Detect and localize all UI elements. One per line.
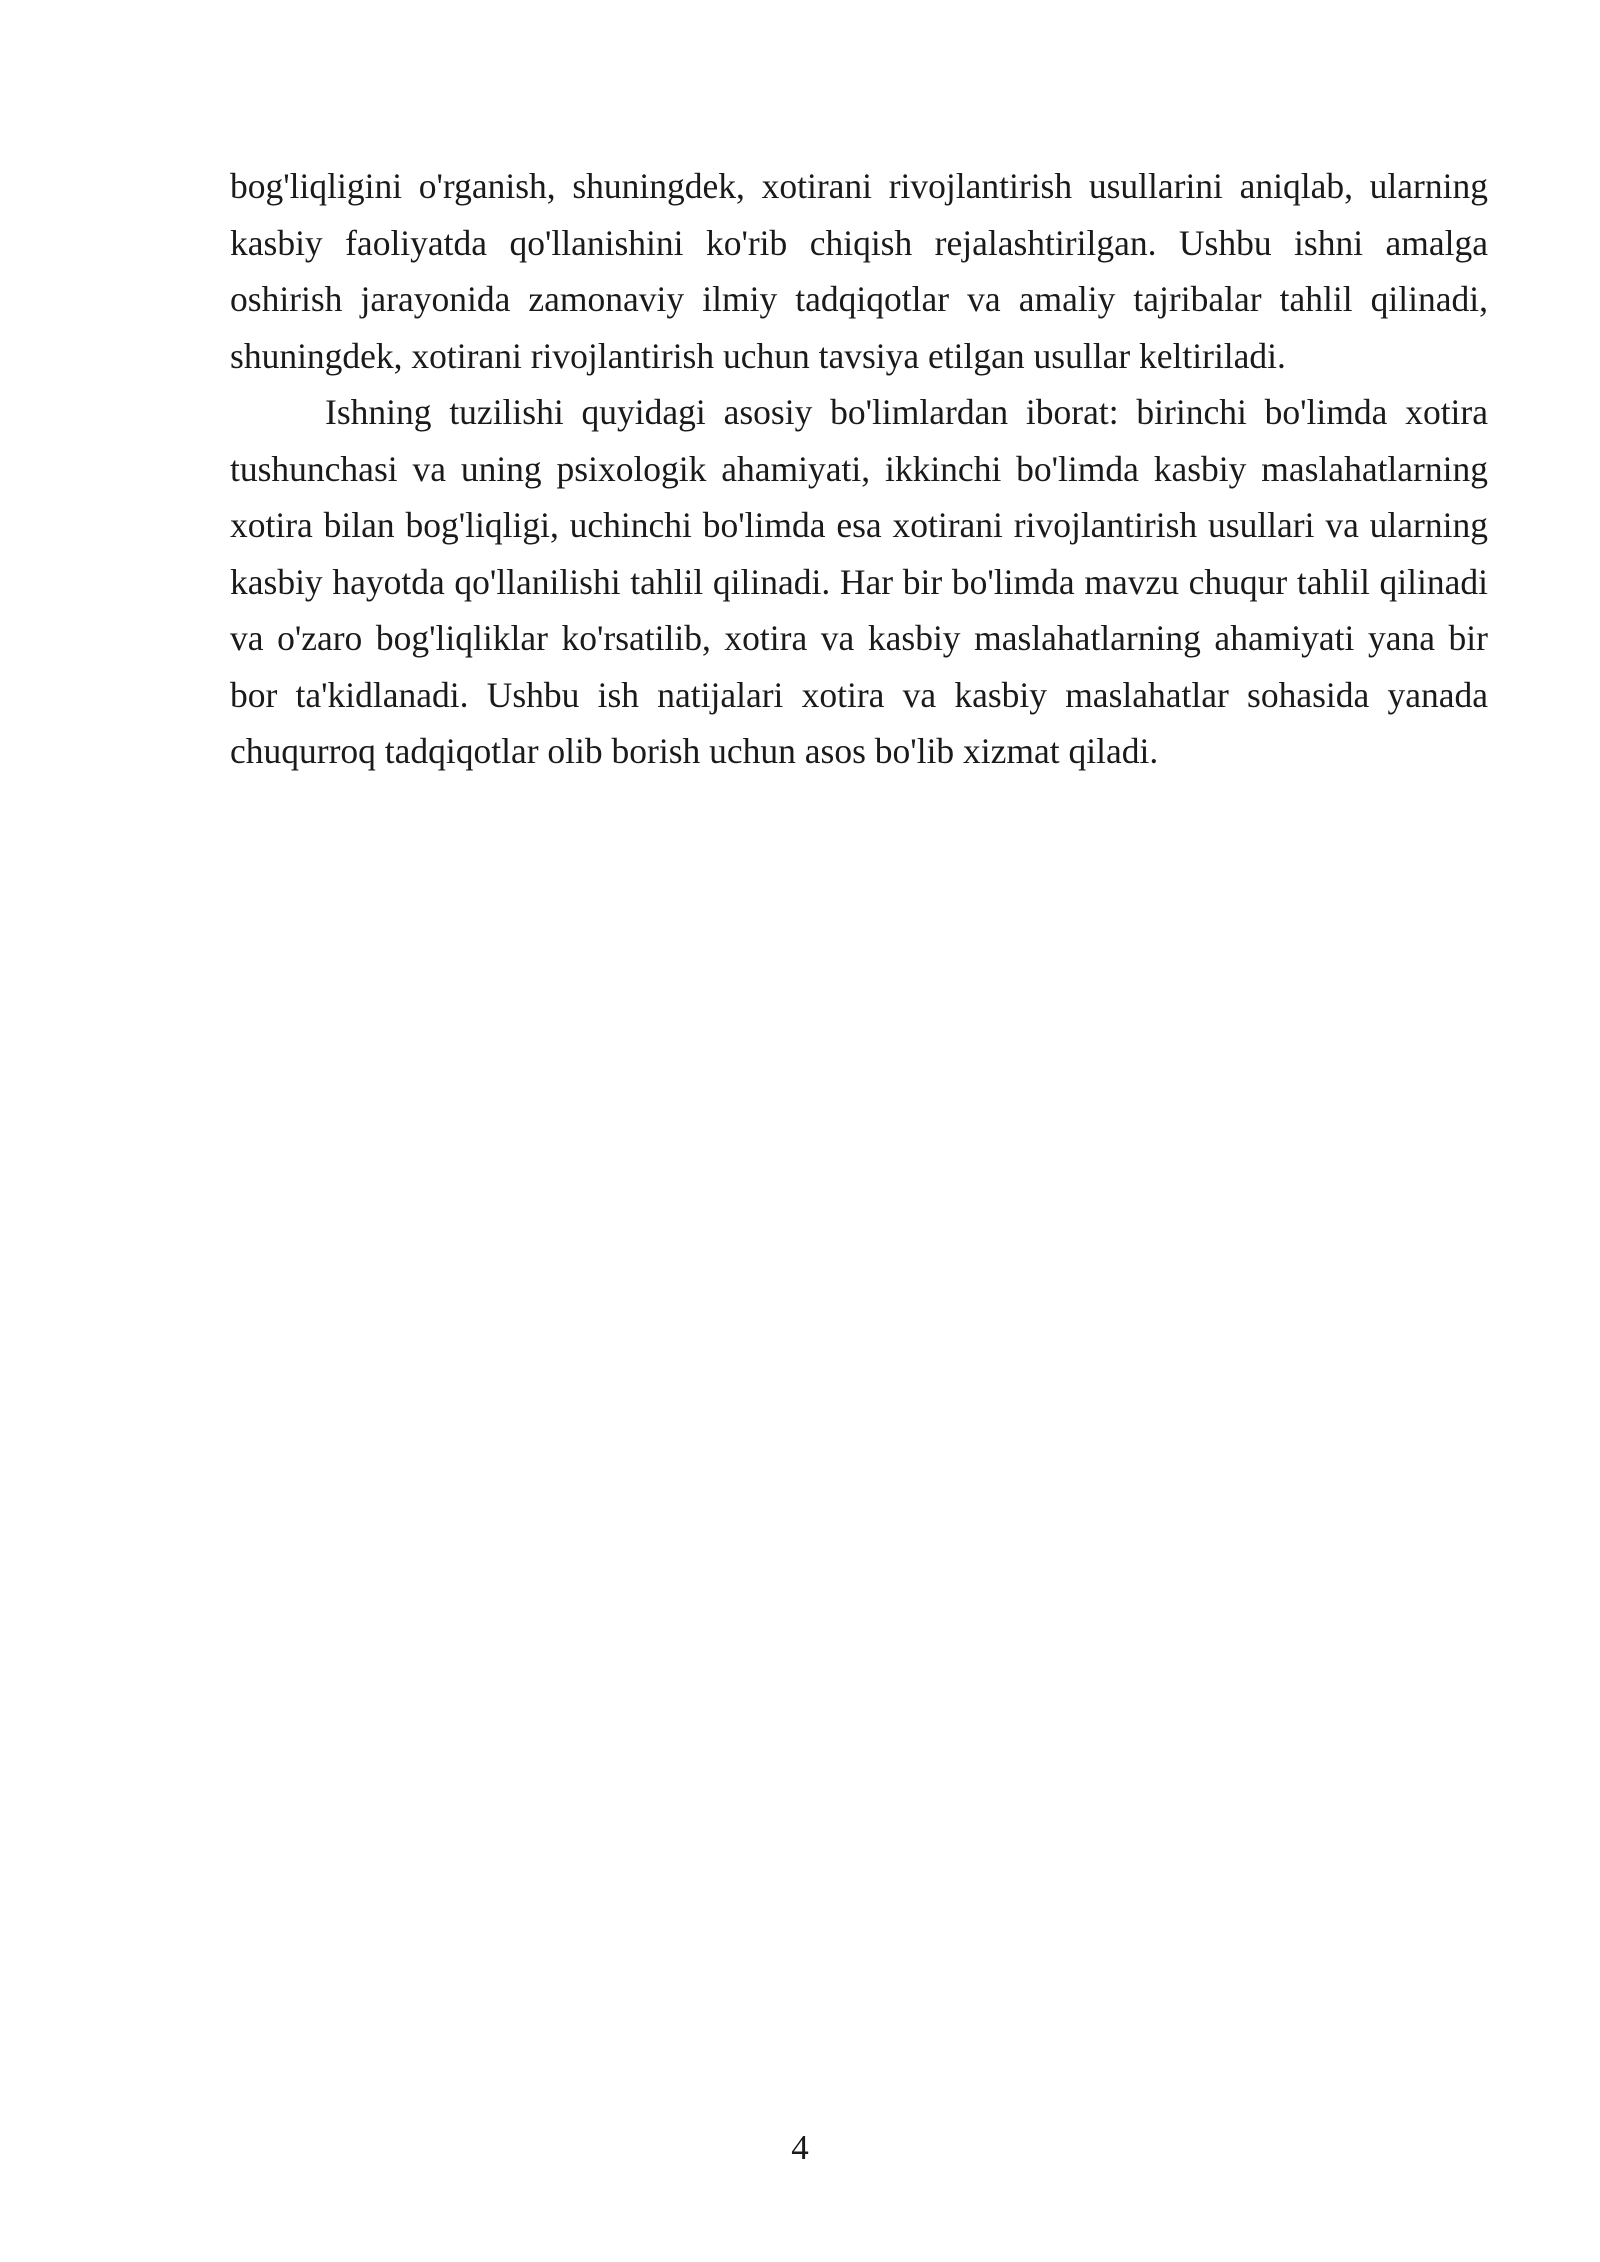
paragraph-structure: Ishning tuzilishi quyidagi asosiy bo'limlardan iborat: birinchi bo'limda xotira tushunchasi va uning psixologik ahamiyati, ikkinchi bo'limda kasbiy maslahatlarning xotira bilan bog'liqligi, uchinchi bo'limda esa xotirani rivojlantirish usullari va ularning kasbiy hayotda qo'llanilishi tahlil qilinadi. Har bir bo'limda mavzu chuqur tahlil qilinadi va o'zaro bog'liqliklar ko'rsatilib, xotira va kasbiy maslahatlarning ahamiyati yana bir bor ta'kidlanadi. Ushbu ish natijalari xotira va kasbiy maslahatlar sohasida yanada chuqurroq tadqiqotlar olib borish uchun asos bo'lib xizmat qiladi. (230, 392, 1488, 771)
page-number: 4 (791, 2128, 809, 2167)
paragraph-continuation: bog'liqligini o'rganish, shuningdek, xotirani rivojlantirish usullarini aniqlab, ularning kasbiy faoliyatda qo'llanishini ko'rib chiqish rejalashtirilgan. Ushbu ishni amalga oshirish jarayonida zamonaviy ilmiy tadqiqotlar va amaliy tajribalar tahlil qilinadi, shuningdek, xotirani rivojlantirish uchun tavsiya etilgan usullar keltiriladi. (230, 166, 1488, 376)
body-text (230, 158, 1488, 780)
